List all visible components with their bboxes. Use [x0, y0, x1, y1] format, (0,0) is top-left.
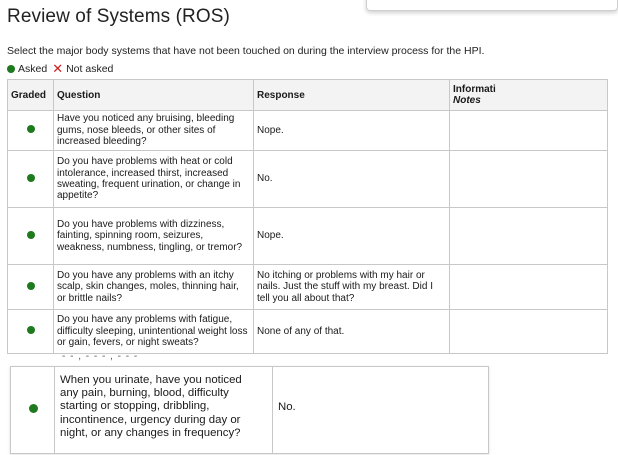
column-divider [272, 367, 273, 453]
table-row[interactable] [8, 208, 608, 265]
response-cell: No itching or problems with my hair or nails. Just the stuff with my breast. Did I tell you all about that? [254, 265, 450, 310]
asked-dot-icon [27, 174, 35, 182]
response-cell: No. [254, 151, 450, 208]
asked-dot-icon [27, 125, 35, 133]
question-cell: Do you have any problems with an itchy scalp, skin changes, moles, thinning hair, or brittle nails? [54, 265, 254, 310]
header-graded: Graded [8, 80, 54, 111]
question-cell: Do you have any problems with fatigue, difficulty sleeping, unintentional weight loss or gain, fevers, or night sweats? [54, 310, 254, 354]
notes-cell[interactable] [450, 151, 608, 208]
asked-dot-icon [27, 231, 35, 239]
page-title: Review of Systems (ROS) [7, 6, 230, 27]
question-cell: Have you noticed any bruising, bleeding gums, nose bleeds, or other sites of increased bleeding? [54, 111, 254, 151]
asked-dot-icon [7, 65, 15, 73]
header-information [450, 80, 608, 111]
graded-cell [8, 265, 54, 310]
overlay-panel-edge [366, 0, 618, 11]
response-cell: Nope. [254, 111, 450, 151]
response-cell: Nope. [254, 208, 450, 265]
table-row[interactable] [8, 265, 608, 310]
question-cell: Do you have problems with dizziness, fainting, spinning room, seizures, weakness, numbness, tingling, or tremor? [54, 208, 254, 265]
notes-cell[interactable] [450, 111, 608, 151]
zoomed-response: No. [278, 401, 296, 413]
notes-cell[interactable] [450, 265, 608, 310]
header-response: Response [254, 80, 450, 111]
legend [7, 63, 113, 75]
graded-cell [8, 151, 54, 208]
ros-table [7, 79, 608, 354]
column-divider [54, 367, 55, 453]
instructions-text: Select the major body systems that have not been touched on during the interview process for the HPI. [7, 45, 485, 57]
graded-cell [8, 208, 54, 265]
notes-cell[interactable] [450, 208, 608, 265]
header-information-label: Informati [453, 84, 496, 95]
legend-not-asked-label: Not asked [66, 63, 114, 75]
not-asked-x-icon: ✕ [52, 61, 64, 76]
notes-cell[interactable] [450, 310, 608, 354]
table-row[interactable] [8, 310, 608, 354]
header-notes-label: Notes [453, 95, 481, 106]
cropped-text-fragment: - - , - - - , - - - [62, 351, 139, 362]
table-row[interactable] [8, 111, 608, 151]
table-row[interactable] [8, 151, 608, 208]
header-question: Question [54, 80, 254, 111]
asked-dot-icon [27, 326, 35, 334]
graded-cell [8, 310, 54, 354]
graded-cell [8, 111, 54, 151]
legend-asked-label: Asked [18, 63, 48, 75]
zoomed-question: When you urinate, have you noticed any pain, burning, blood, difficulty starting or stopping, dribbling, incontinence, urgency during day or night, or any changes in frequency? [60, 374, 242, 439]
asked-dot-icon [27, 282, 35, 290]
table-header-row [8, 80, 608, 111]
response-cell: None of any of that. [254, 310, 450, 354]
question-cell: Do you have problems with heat or cold intolerance, increased thirst, increased sweating, frequent urination, or change in appetite? [54, 151, 254, 208]
asked-dot-icon [29, 404, 38, 413]
zoomed-row-panel[interactable] [10, 366, 489, 454]
